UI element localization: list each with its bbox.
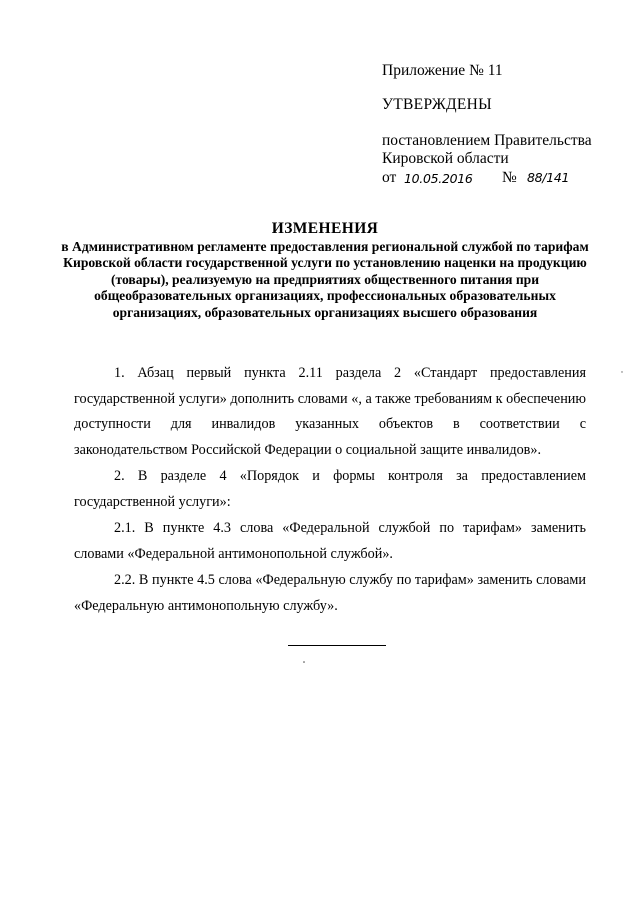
title-heading: ИЗМЕНЕНИЯ bbox=[271, 220, 379, 237]
paragraph-2: 2. В разделе 4 «Порядок и формы контроля за предоставлением государственной услуги»: bbox=[74, 468, 586, 510]
number-label: № bbox=[502, 169, 517, 186]
appendix-number: Приложение № 11 bbox=[382, 62, 503, 79]
paragraph-1: 1. Абзац первый пункта 2.11 раздела 2 «Стандарт предоставления государственной услуги» дополнить словами «, а также требованиям к обеспечению доступности для инвалидов указанных объектов в соответствии с законодательством Российской Федерации о социальной защите инвалидов». bbox=[74, 365, 586, 458]
paragraph-2-1: 2.1. В пункте 4.3 слова «Федеральной службой по тарифам» заменить словами «Федеральной антимонопольной службой». bbox=[74, 520, 586, 562]
paragraph-2-2: 2.2. В пункте 4.5 слова «Федеральную службу по тарифам» заменить словами «Федеральную антимонопольную службу». bbox=[74, 572, 586, 614]
handwritten-date: 10.05.2016 bbox=[404, 171, 473, 186]
decree-line-2: Кировской области bbox=[382, 150, 509, 167]
decree-line-1: постановлением Правительства bbox=[382, 132, 592, 149]
approved-label: УТВЕРЖДЕНЫ bbox=[382, 96, 492, 113]
from-label: от bbox=[382, 169, 397, 186]
handwritten-number: 88/141 bbox=[527, 170, 570, 185]
title-subtitle: в Административном регламенте предоставления региональной службой по тарифам Кировской области государственной услуги по установлению наценки на продукцию (товары), реализуемую на предприятиях общественного питания при общеобразовательных организациях, профессиональных образовательных организациях, образовательных организациях высшего образования bbox=[61, 239, 589, 320]
